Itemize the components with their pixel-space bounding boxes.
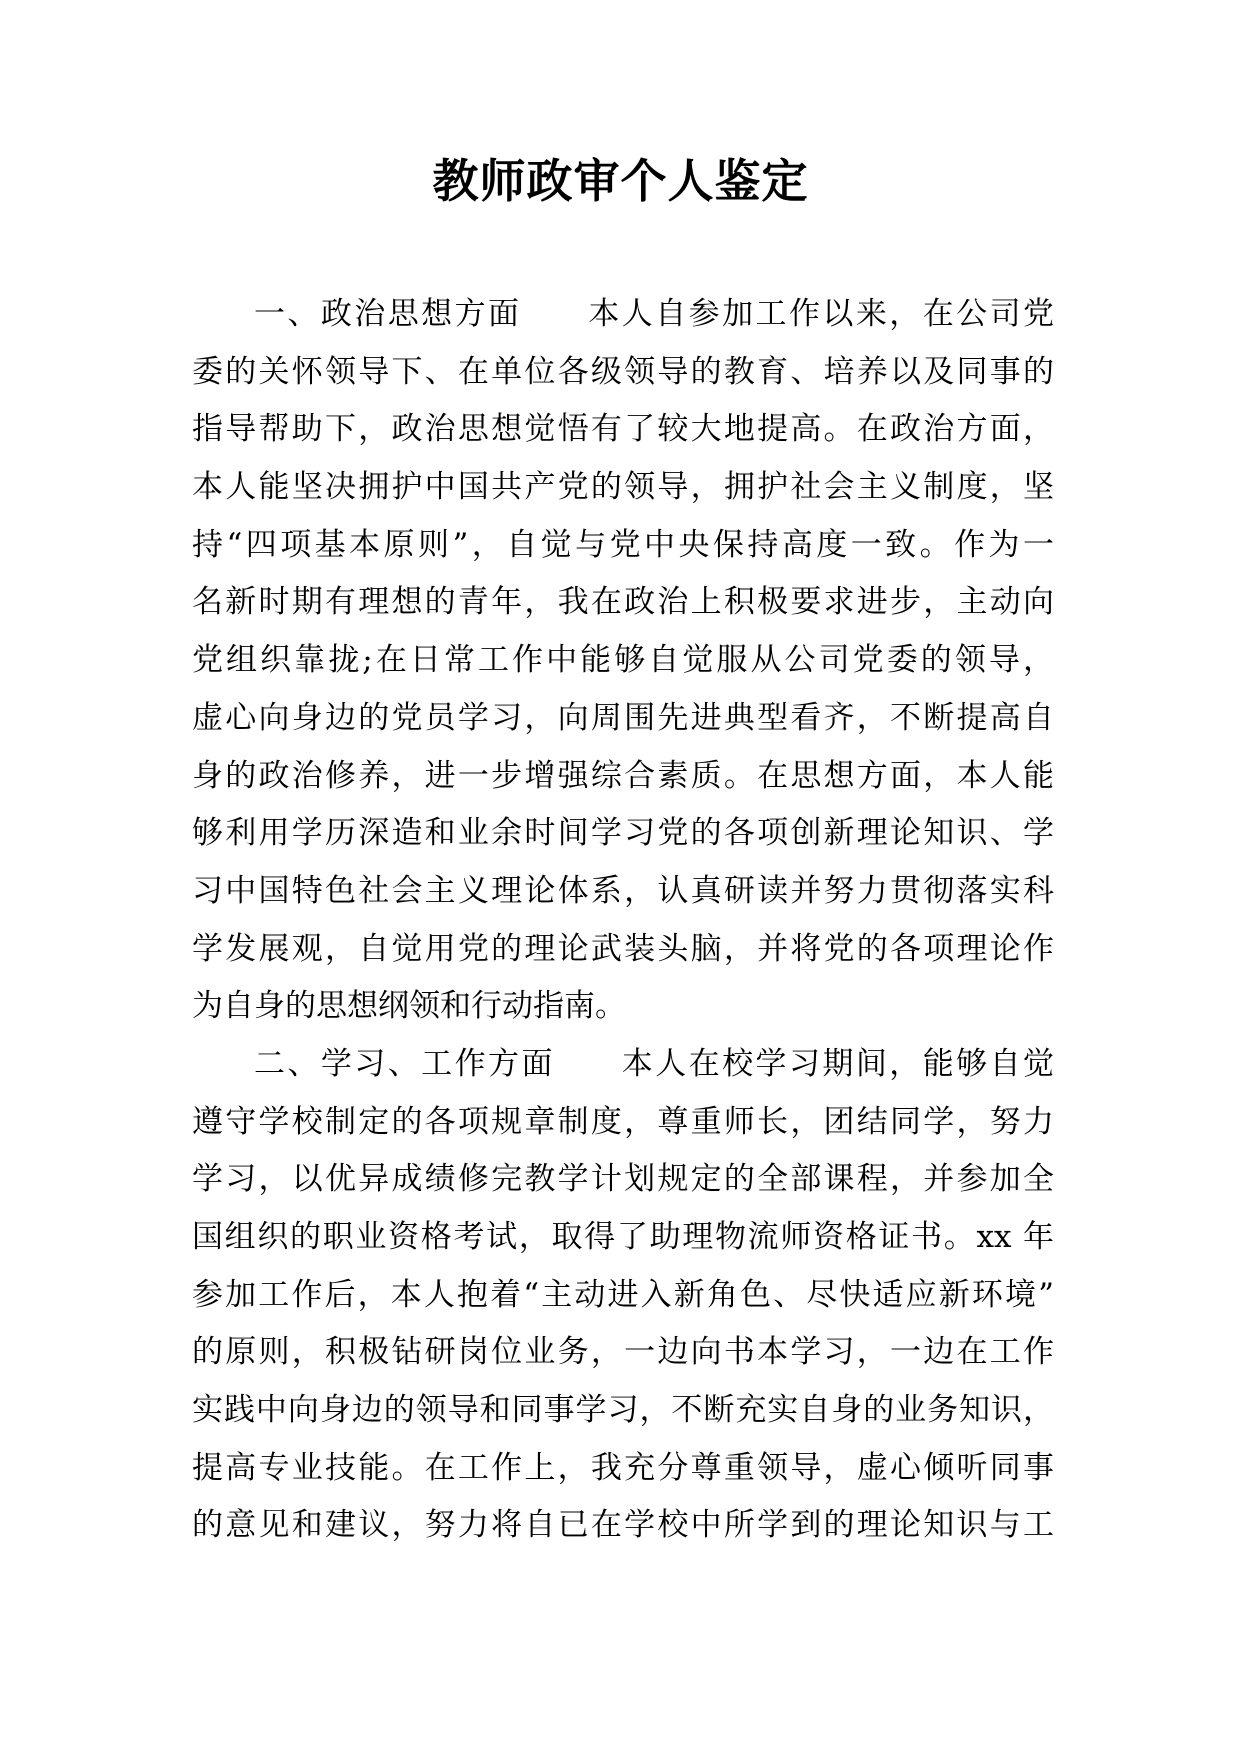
body-text-line: 的意见和建议，努力将自已在学校中所学到的理论知识与工 [192, 1507, 1054, 1544]
body-text-line: 二、学习、工作方面 本人在校学习期间，能够自觉 [254, 1045, 1054, 1082]
body-text-line: 实践中向身边的领导和同事学习，不断充实自身的业务知识， [192, 1392, 1054, 1429]
body-text-line: 提高专业技能。在工作上，我充分尊重领导，虚心倾听同事 [192, 1449, 1054, 1486]
body-text-line: 习中国特色社会主义理论体系，认真研读并努力贯彻落实科 [192, 872, 1054, 909]
body-text-line: 遵守学校制定的各项规章制度，尊重师长，团结同学，努力 [192, 1103, 1054, 1140]
body-text-line: 为自身的思想纲领和行动指南。 [192, 988, 626, 1025]
body-text-line: 一、政治思想方面 本人自参加工作以来，在公司党 [254, 296, 1054, 332]
body-text-line: 指导帮助下，政治思想觉悟有了较大地提高。在政治方面， [192, 411, 1054, 448]
body-text-line: 持“四项基本原则”，自觉与党中央保持高度一致。作为一 [192, 526, 1054, 563]
body-text-line: 国组织的职业资格考试，取得了助理物流师资格证书。xx 年 [192, 1219, 1054, 1255]
body-text-line: 身的政治修养，进一步增强综合素质。在思想方面，本人能 [192, 757, 1054, 794]
body-text-line: 的原则，积极钻研岗位业务，一边向书本学习，一边在工作 [192, 1334, 1054, 1371]
body-text-line: 学习，以优异成绩修完教学计划规定的全部课程，并参加全 [192, 1161, 1054, 1198]
body-text-line: 委的关怀领导下、在单位各级领导的教育、培养以及同事的 [192, 353, 1054, 390]
body-text-line: 学发展观，自觉用党的理论武装头脑，并将党的各项理论作 [192, 930, 1054, 967]
document-body [192, 286, 1054, 1555]
body-text-line: 党组织靠拢;在日常工作中能够自觉服从公司党委的领导， [192, 642, 1054, 679]
body-text-line: 够利用学历深造和业余时间学习党的各项创新理论知识、学 [192, 815, 1054, 852]
document-title: 教师政审个人鉴定 [432, 154, 809, 208]
body-text-line: 名新时期有理想的青年，我在政治上积极要求进步，主动向 [192, 584, 1054, 621]
body-text-line: 本人能坚决拥护中国共产党的领导，拥护社会主义制度，坚 [192, 469, 1054, 506]
body-text-line: 参加工作后，本人抱着“主动进入新角色、尽快适应新环境” [192, 1276, 1054, 1313]
body-text-line: 虚心向身边的党员学习，向周围先进典型看齐，不断提高自 [192, 699, 1054, 736]
